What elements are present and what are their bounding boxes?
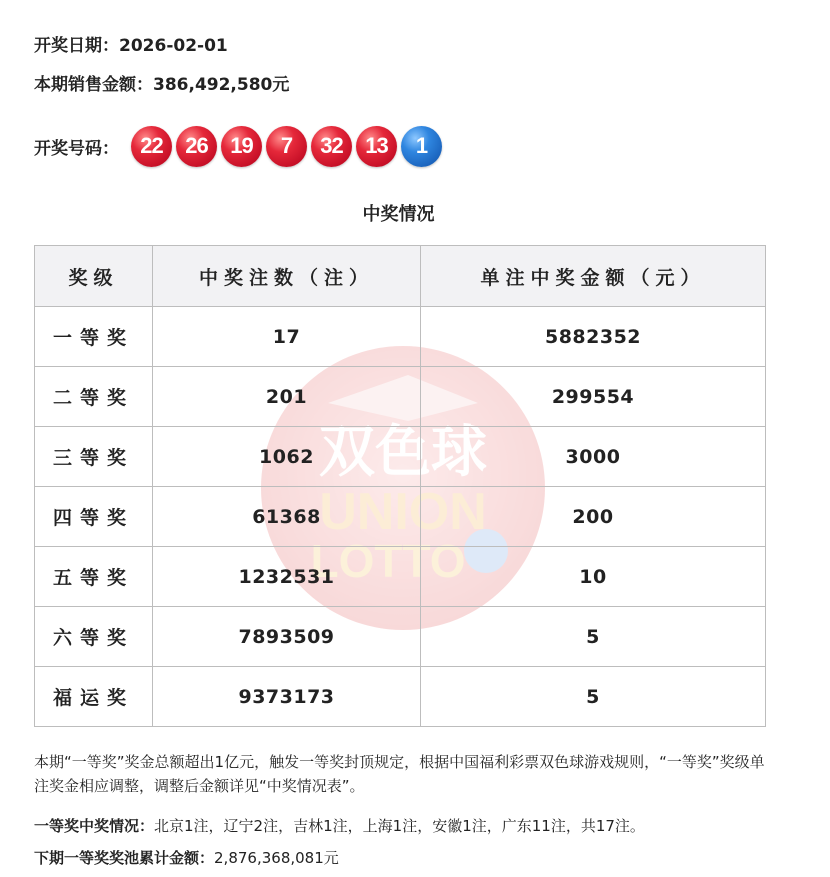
blue-ball: 1	[401, 126, 442, 167]
prize-amount: 10	[421, 547, 766, 607]
sales-amount-line	[34, 70, 289, 95]
column-header-amount: 单注中奖金额（元）	[421, 246, 766, 307]
first-prize-winners-value: 北京1注，辽宁2注，吉林1注，上海1注，安徽1注，广东11注，共17注。	[154, 817, 645, 835]
jackpot-pool-value: 2,876,368,081元	[214, 849, 339, 867]
table-header-row	[35, 246, 766, 307]
winner-count: 17	[153, 307, 421, 367]
watermark-text-union: UNION	[319, 483, 487, 541]
prize-level: 五等奖	[35, 547, 153, 607]
table-row	[35, 607, 766, 667]
winner-count: 9373173	[153, 667, 421, 727]
red-ball: 32	[311, 126, 352, 167]
winning-numbers-label: 开奖号码：	[34, 138, 119, 159]
table-row	[35, 547, 766, 607]
prize-level: 三等奖	[35, 427, 153, 487]
jackpot-pool-line	[34, 846, 339, 870]
sales-amount-label: 本期销售金额：	[34, 75, 153, 95]
section-title: 中奖情况	[362, 204, 435, 225]
winner-count: 201	[153, 367, 421, 427]
table-row	[35, 427, 766, 487]
red-ball: 19	[221, 126, 262, 167]
table-row	[35, 667, 766, 727]
watermark-text-cn: 双色球	[319, 420, 487, 485]
prize-amount: 5	[421, 667, 766, 727]
winner-count: 7893509	[153, 607, 421, 667]
prize-amount: 5882352	[421, 307, 766, 367]
winner-count: 1062	[153, 427, 421, 487]
table-row	[35, 487, 766, 547]
red-ball: 13	[356, 126, 397, 167]
prize-level: 一等奖	[35, 307, 153, 367]
prize-level: 二等奖	[35, 367, 153, 427]
prize-level: 六等奖	[35, 607, 153, 667]
winning-numbers-row	[34, 124, 446, 168]
winner-count: 1232531	[153, 547, 421, 607]
prize-level: 四等奖	[35, 487, 153, 547]
draw-date-value: 2026-02-01	[119, 36, 228, 56]
draw-date-label: 开奖日期：	[34, 36, 119, 56]
first-prize-cap-note: 本期“一等奖”奖金总额超出1亿元，触发一等奖封顶规定，根据中国福利彩票双色球游戏规则，“一等奖”奖级单注奖金相应调整，调整后金额详见“中奖情况表”。	[34, 753, 765, 795]
column-header-count: 中奖注数（注）	[153, 246, 421, 307]
prize-amount: 200	[421, 487, 766, 547]
winner-count: 61368	[153, 487, 421, 547]
column-header-level: 奖级	[35, 246, 153, 307]
prize-amount: 299554	[421, 367, 766, 427]
red-ball: 7	[266, 126, 307, 167]
prize-level: 福运奖	[35, 667, 153, 727]
red-ball: 26	[176, 126, 217, 167]
draw-date-line	[34, 31, 228, 56]
jackpot-pool-label: 下期一等奖奖池累计金额：	[34, 849, 215, 867]
first-prize-winners-label: 一等奖中奖情况：	[34, 817, 155, 835]
prize-table	[34, 245, 766, 727]
prize-amount: 3000	[421, 427, 766, 487]
table-row	[35, 307, 766, 367]
table-row	[35, 367, 766, 427]
sales-amount-value: 386,492,580元	[153, 75, 290, 95]
prize-amount: 5	[421, 607, 766, 667]
watermark-text-lotto: LOTTO	[310, 535, 466, 587]
red-ball: 22	[131, 126, 172, 167]
first-prize-winners-line	[34, 814, 645, 838]
